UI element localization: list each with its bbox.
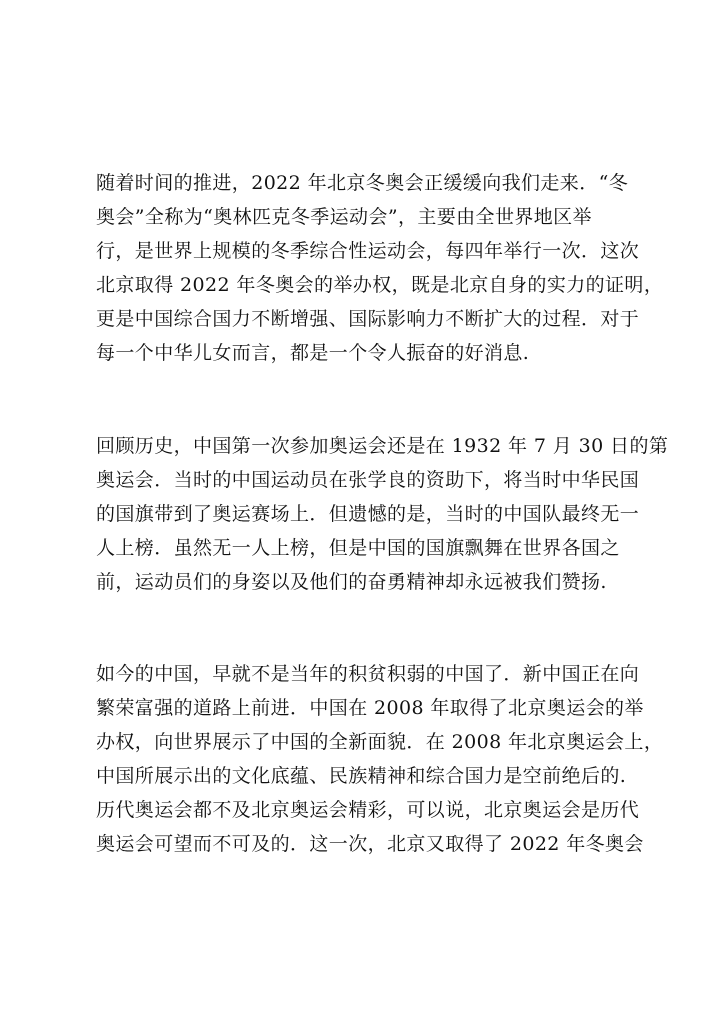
paragraph-1-line-6: 每一个中华儿女而言，都是一个令人振奋的好消息. — [96, 342, 530, 364]
paragraph-3-line-6: 奥运会可望而不可及的．这一次，北京又取得了 2022 年冬奥会 — [96, 833, 644, 855]
paragraph-3-line-5: 历代奥运会都不及北京奥运会精彩，可以说，北京奥运会是历代 — [96, 799, 640, 821]
paragraph-2-line-4: 人上榜．虽然无一人上榜，但是中国的国旗飘舞在世界各国之 — [96, 537, 620, 559]
paragraph-1-line-2: 奥会”全称为“奥林匹克冬季运动会”，主要由全世界地区举 — [96, 206, 592, 228]
paragraph-1-line-3: 行，是世界上规模的冬季综合性运动会，每四年举行一次．这次 — [96, 240, 640, 262]
paragraph-1-line-1: 随着时间的推进，2022 年北京冬奥会正缓缓向我们走来．“冬 — [96, 172, 629, 194]
paragraph-2-line-2: 奥运会．当时的中国运动员在张学良的资助下，将当时中华民国 — [96, 469, 640, 491]
paragraph-2-line-1: 回顾历史，中国第一次参加奥运会还是在 1932 年 7 月 30 日的第 — [96, 435, 669, 457]
paragraph-3-line-3: 办权，向世界展示了中国的全新面貌．在 2008 年北京奥运会上， — [96, 731, 664, 753]
paragraph-1-line-4: 北京取得 2022 年冬奥会的举办权，既是北京自身的实力的证明， — [96, 274, 664, 296]
paragraph-3-line-4: 中国所展示出的文化底蕴、民族精神和综合国力是空前绝后的. — [96, 765, 627, 787]
paragraph-3-line-2: 繁荣富强的道路上前进．中国在 2008 年取得了北京奥运会的举 — [96, 697, 644, 719]
paragraph-3-line-1: 如今的中国，早就不是当年的积贫积弱的中国了．新中国正在向 — [96, 663, 640, 685]
paragraph-2-line-3: 的国旗带到了奥运赛场上．但遗憾的是，当时的中国队最终无一 — [96, 503, 640, 525]
paragraph-2-line-5: 前，运动员们的身姿以及他们的奋勇精神却永远被我们赞扬. — [96, 571, 607, 593]
paragraph-1-line-5: 更是中国综合国力不断增强、国际影响力不断扩大的过程．对于 — [96, 308, 640, 330]
